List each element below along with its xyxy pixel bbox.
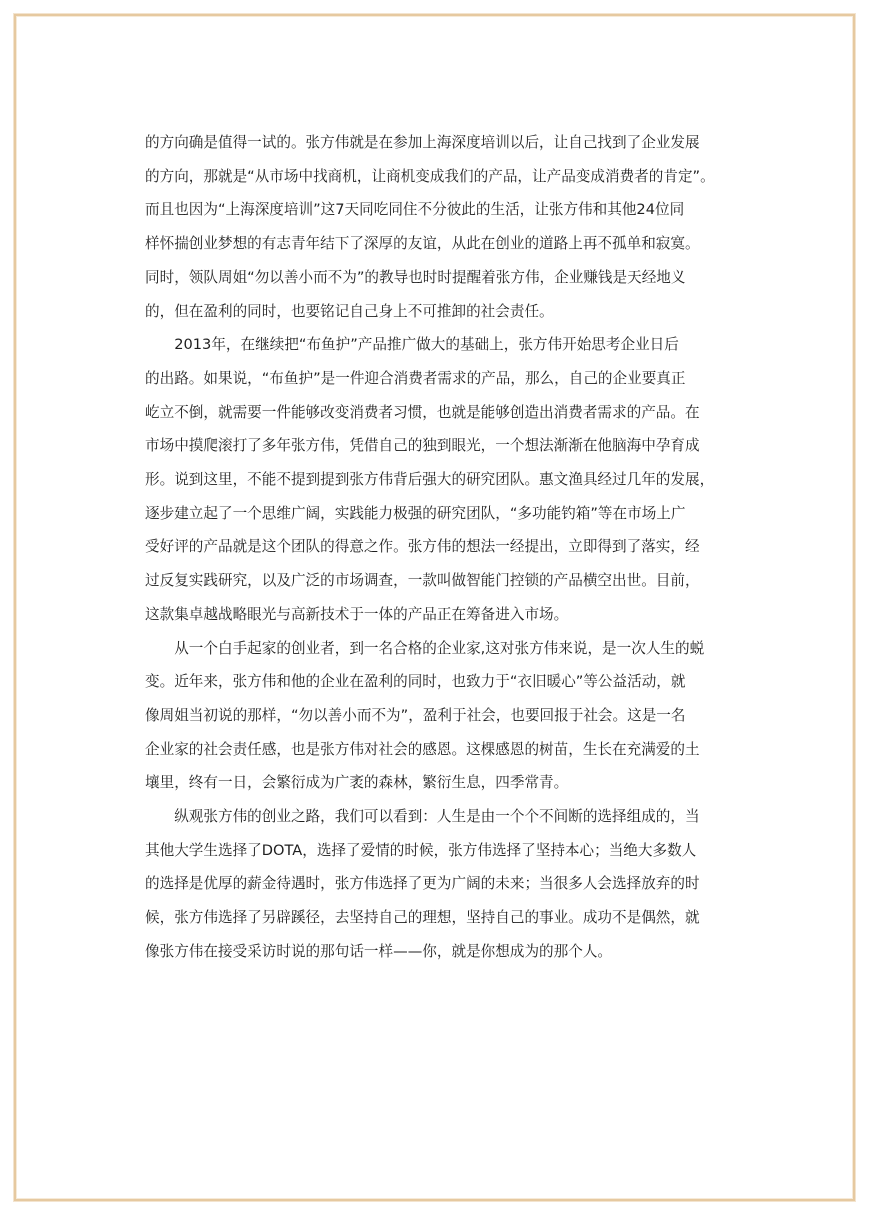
paragraph-4: 纵观张方伟的创业之路，我们可以看到：人生是由一个个不间断的选择组成的，当 其他大学生选择了DOTA，选择了爱情的时候，张方伟选择了坚持本心；当绝大多数人 的选择是优厚的薪金待遇时，张方伟选择了更为广阔的未来；当很多人会选择放弃的时 候，张方伟选择了另辟蹊径，去坚持自己的理想，坚持自己的事业。成功不是偶然，就 像张方伟在接受采访时说的那句话一样——你，就是你想成为的那个人。 — [145, 808, 700, 960]
paragraph-2: 2013年，在继续把“布鱼护”产品推广做大的基础上，张方伟开始思考企业日后 的出路。如果说，“布鱼护”是一件迎合消费者需求的产品，那么，自己的企业要真正 屹立不倒，就需要一件能够改变消费者习惯，也就是能够创造出消费者需求的产品。在 市场中摸爬滚打了多年张方伟，凭借自己的独到眼光，一个想法渐渐在他脑海中孕育成 形。说到这里，不能不提到提到张方伟背后强大的研究团队。惠文渔具经过几年的发展， 逐步建立起了一个思维广阔，实践能力极强的研究团队，“多功能钓箱”等在市场上广 受好评的产品就是这个团队的得意之作。张方伟的想法一经提出，立即得到了落实，经 过反复实践研究，以及广泛的市场调查，一款叫做智能门控锁的产品横空出世。目前， 这款集卓越战略眼光与高新技术于一体的产品正在筹备进入市场。 — [145, 336, 715, 623]
document-body — [145, 126, 729, 969]
paragraph-3: 从一个白手起家的创业者，到一名合格的企业家,这对张方伟来说，是一次人生的蜕 变。近年来，张方伟和他的企业在盈利的同时，也致力于“衣旧暖心”等公益活动，就 像周姐当初说的那样，“勿以善小而不为”，盈利于社会，也要回报于社会。这是一名 企业家的社会责任感，也是张方伟对社会的感恩。这棵感恩的树苗，生长在充满爱的土 壤里，终有一日，会繁衍成为广袤的森林，繁衍生息，四季常青。 — [145, 639, 705, 792]
paragraph-1: 的方向确是值得一试的。张方伟就是在参加上海深度培训以后，让自己找到了企业发展 的方向，那就是“从市场中找商机，让商机变成我们的产品，让产品变成消费者的肯定”。 而且也因为“上海深度培训”这7天同吃同住不分彼此的生活，让张方伟和其他24位同 样怀揣创业梦想的有志青年结下了深厚的友谊，从此在创业的道路上再不孤单和寂寞。 同时，领队周姐“勿以善小而不为”的教导也时时提醒着张方伟，企业赚钱是天经地义 的，但在盈利的同时，也要铭记自己身上不可推卸的社会责任。 — [145, 134, 715, 320]
